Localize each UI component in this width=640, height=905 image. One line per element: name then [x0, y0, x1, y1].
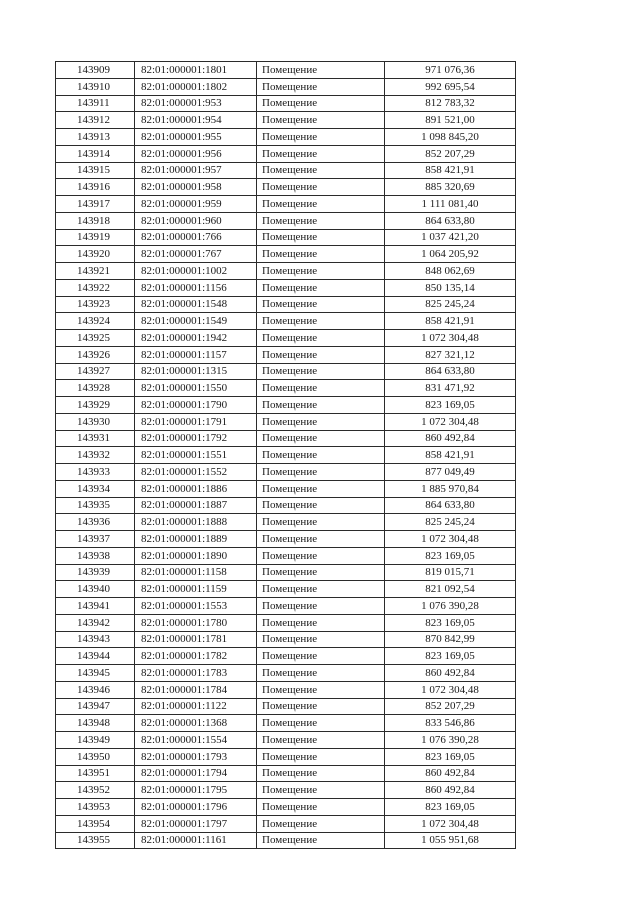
cadastral-number-cell: 82:01:000001:954	[135, 112, 257, 129]
table-row	[56, 748, 516, 765]
table-row	[56, 514, 516, 531]
table-row	[56, 313, 516, 330]
object-type-cell: Помещение	[257, 263, 385, 280]
row-number-cell: 143942	[56, 614, 135, 631]
row-number-cell: 143930	[56, 413, 135, 430]
object-type-cell: Помещение	[257, 380, 385, 397]
cadastral-number-cell: 82:01:000001:1156	[135, 279, 257, 296]
object-type-cell: Помещение	[257, 95, 385, 112]
row-number-cell: 143922	[56, 279, 135, 296]
table-row	[56, 564, 516, 581]
table-row	[56, 196, 516, 213]
cadastral-number-cell: 82:01:000001:1159	[135, 581, 257, 598]
cadastral-value-cell: 823 169,05	[385, 547, 516, 564]
cadastral-number-cell: 82:01:000001:767	[135, 246, 257, 263]
object-type-cell: Помещение	[257, 598, 385, 615]
cadastral-value-cell: 860 492,84	[385, 665, 516, 682]
cadastral-value-cell: 858 421,91	[385, 447, 516, 464]
row-number-cell: 143923	[56, 296, 135, 313]
row-number-cell: 143951	[56, 765, 135, 782]
row-number-cell: 143910	[56, 78, 135, 95]
cadastral-value-cell: 823 169,05	[385, 748, 516, 765]
object-type-cell: Помещение	[257, 62, 385, 79]
cadastral-value-cell: 1 072 304,48	[385, 815, 516, 832]
cadastral-number-cell: 82:01:000001:1890	[135, 547, 257, 564]
cadastral-value-cell: 833 546,86	[385, 715, 516, 732]
row-number-cell: 143950	[56, 748, 135, 765]
cadastral-value-cell: 827 321,12	[385, 346, 516, 363]
table-row	[56, 765, 516, 782]
row-number-cell: 143912	[56, 112, 135, 129]
object-type-cell: Помещение	[257, 413, 385, 430]
cadastral-value-cell: 1 055 951,68	[385, 832, 516, 849]
cadastral-number-cell: 82:01:000001:1553	[135, 598, 257, 615]
cadastral-value-cell: 852 207,29	[385, 698, 516, 715]
cadastral-number-cell: 82:01:000001:958	[135, 179, 257, 196]
row-number-cell: 143917	[56, 196, 135, 213]
row-number-cell: 143949	[56, 732, 135, 749]
cadastral-value-cell: 1 072 304,48	[385, 330, 516, 347]
table-row	[56, 380, 516, 397]
object-type-cell: Помещение	[257, 78, 385, 95]
object-type-cell: Помещение	[257, 279, 385, 296]
cadastral-number-cell: 82:01:000001:1002	[135, 263, 257, 280]
cadastral-value-cell: 823 169,05	[385, 397, 516, 414]
cadastral-value-cell: 885 320,69	[385, 179, 516, 196]
cadastral-number-cell: 82:01:000001:1792	[135, 430, 257, 447]
cadastral-number-cell: 82:01:000001:1315	[135, 363, 257, 380]
cadastral-number-cell: 82:01:000001:1942	[135, 330, 257, 347]
table-row	[56, 430, 516, 447]
row-number-cell: 143919	[56, 229, 135, 246]
row-number-cell: 143928	[56, 380, 135, 397]
cadastral-number-cell: 82:01:000001:1552	[135, 464, 257, 481]
cadastral-value-cell: 992 695,54	[385, 78, 516, 95]
cadastral-number-cell: 82:01:000001:1791	[135, 413, 257, 430]
table-row	[56, 363, 516, 380]
row-number-cell: 143918	[56, 212, 135, 229]
row-number-cell: 143931	[56, 430, 135, 447]
cadastral-number-cell: 82:01:000001:1783	[135, 665, 257, 682]
cadastral-value-cell: 1 885 970,84	[385, 480, 516, 497]
object-type-cell: Помещение	[257, 648, 385, 665]
object-type-cell: Помещение	[257, 129, 385, 146]
table-row	[56, 581, 516, 598]
cadastral-number-cell: 82:01:000001:1797	[135, 815, 257, 832]
row-number-cell: 143934	[56, 480, 135, 497]
table-row	[56, 681, 516, 698]
cadastral-number-cell: 82:01:000001:1549	[135, 313, 257, 330]
cadastral-value-cell: 877 049,49	[385, 464, 516, 481]
object-type-cell: Помещение	[257, 832, 385, 849]
cadastral-number-cell: 82:01:000001:1802	[135, 78, 257, 95]
table-row	[56, 464, 516, 481]
object-type-cell: Помещение	[257, 547, 385, 564]
table-row	[56, 330, 516, 347]
cadastral-value-cell: 1 076 390,28	[385, 732, 516, 749]
cadastral-value-cell: 1 072 304,48	[385, 681, 516, 698]
row-number-cell: 143946	[56, 681, 135, 698]
row-number-cell: 143915	[56, 162, 135, 179]
row-number-cell: 143929	[56, 397, 135, 414]
cadastral-value-cell: 870 842,99	[385, 631, 516, 648]
cadastral-number-cell: 82:01:000001:1796	[135, 799, 257, 816]
cadastral-value-cell: 850 135,14	[385, 279, 516, 296]
row-number-cell: 143927	[56, 363, 135, 380]
cadastral-value-cell: 821 092,54	[385, 581, 516, 598]
object-type-cell: Помещение	[257, 179, 385, 196]
object-type-cell: Помещение	[257, 564, 385, 581]
row-number-cell: 143937	[56, 531, 135, 548]
cadastral-value-cell: 860 492,84	[385, 430, 516, 447]
table-body	[56, 62, 516, 849]
object-type-cell: Помещение	[257, 698, 385, 715]
table-row	[56, 95, 516, 112]
row-number-cell: 143944	[56, 648, 135, 665]
object-type-cell: Помещение	[257, 748, 385, 765]
row-number-cell: 143920	[56, 246, 135, 263]
cadastral-value-cell: 1 111 081,40	[385, 196, 516, 213]
cadastral-number-cell: 82:01:000001:1122	[135, 698, 257, 715]
cadastral-number-cell: 82:01:000001:1790	[135, 397, 257, 414]
cadastral-number-cell: 82:01:000001:1888	[135, 514, 257, 531]
table-row	[56, 296, 516, 313]
object-type-cell: Помещение	[257, 447, 385, 464]
table-row	[56, 782, 516, 799]
row-number-cell: 143938	[56, 547, 135, 564]
object-type-cell: Помещение	[257, 514, 385, 531]
cadastral-number-cell: 82:01:000001:1368	[135, 715, 257, 732]
cadastral-number-cell: 82:01:000001:1784	[135, 681, 257, 698]
row-number-cell: 143911	[56, 95, 135, 112]
cadastral-value-cell: 831 471,92	[385, 380, 516, 397]
object-type-cell: Помещение	[257, 363, 385, 380]
object-type-cell: Помещение	[257, 313, 385, 330]
table-row	[56, 78, 516, 95]
cadastral-value-cell: 864 633,80	[385, 212, 516, 229]
cadastral-number-cell: 82:01:000001:956	[135, 145, 257, 162]
object-type-cell: Помещение	[257, 581, 385, 598]
cadastral-value-cell: 1 037 421,20	[385, 229, 516, 246]
object-type-cell: Помещение	[257, 246, 385, 263]
table-row	[56, 531, 516, 548]
row-number-cell: 143935	[56, 497, 135, 514]
object-type-cell: Помещение	[257, 631, 385, 648]
row-number-cell: 143952	[56, 782, 135, 799]
table-row	[56, 815, 516, 832]
table-row	[56, 62, 516, 79]
cadastral-value-cell: 825 245,24	[385, 296, 516, 313]
table-row	[56, 145, 516, 162]
cadastral-number-cell: 82:01:000001:1889	[135, 531, 257, 548]
row-number-cell: 143943	[56, 631, 135, 648]
cadastral-number-cell: 82:01:000001:955	[135, 129, 257, 146]
table-row	[56, 179, 516, 196]
table-row	[56, 413, 516, 430]
cadastral-number-cell: 82:01:000001:1548	[135, 296, 257, 313]
cadastral-number-cell: 82:01:000001:1554	[135, 732, 257, 749]
cadastral-value-cell: 823 169,05	[385, 648, 516, 665]
cadastral-number-cell: 82:01:000001:1794	[135, 765, 257, 782]
cadastral-value-cell: 1 064 205,92	[385, 246, 516, 263]
cadastral-number-cell: 82:01:000001:960	[135, 212, 257, 229]
object-type-cell: Помещение	[257, 665, 385, 682]
cadastral-number-cell: 82:01:000001:1551	[135, 447, 257, 464]
row-number-cell: 143909	[56, 62, 135, 79]
table-row	[56, 229, 516, 246]
cadastral-value-cell: 823 169,05	[385, 614, 516, 631]
object-type-cell: Помещение	[257, 162, 385, 179]
cadastral-value-cell: 858 421,91	[385, 313, 516, 330]
object-type-cell: Помещение	[257, 229, 385, 246]
row-number-cell: 143936	[56, 514, 135, 531]
object-type-cell: Помещение	[257, 782, 385, 799]
table-row	[56, 614, 516, 631]
cadastral-value-cell: 823 169,05	[385, 799, 516, 816]
table-row	[56, 279, 516, 296]
table-row	[56, 263, 516, 280]
object-type-cell: Помещение	[257, 799, 385, 816]
table-row	[56, 698, 516, 715]
cadastral-value-cell: 1 072 304,48	[385, 413, 516, 430]
cadastral-number-cell: 82:01:000001:1886	[135, 480, 257, 497]
table-row	[56, 129, 516, 146]
table-row	[56, 480, 516, 497]
object-type-cell: Помещение	[257, 112, 385, 129]
object-type-cell: Помещение	[257, 296, 385, 313]
table-row	[56, 397, 516, 414]
table-row	[56, 162, 516, 179]
cadastral-value-cell: 860 492,84	[385, 782, 516, 799]
object-type-cell: Помещение	[257, 497, 385, 514]
cadastral-value-cell: 852 207,29	[385, 145, 516, 162]
object-type-cell: Помещение	[257, 681, 385, 698]
cadastral-value-cell: 858 421,91	[385, 162, 516, 179]
row-number-cell: 143925	[56, 330, 135, 347]
table-row	[56, 648, 516, 665]
row-number-cell: 143941	[56, 598, 135, 615]
cadastral-value-cell: 825 245,24	[385, 514, 516, 531]
table-row	[56, 346, 516, 363]
cadastral-number-cell: 82:01:000001:766	[135, 229, 257, 246]
object-type-cell: Помещение	[257, 715, 385, 732]
row-number-cell: 143916	[56, 179, 135, 196]
table-row	[56, 497, 516, 514]
cadastral-number-cell: 82:01:000001:1782	[135, 648, 257, 665]
cadastral-value-table	[55, 61, 516, 849]
object-type-cell: Помещение	[257, 815, 385, 832]
object-type-cell: Помещение	[257, 196, 385, 213]
cadastral-number-cell: 82:01:000001:1157	[135, 346, 257, 363]
table-row	[56, 631, 516, 648]
cadastral-value-cell: 860 492,84	[385, 765, 516, 782]
table-row	[56, 832, 516, 849]
row-number-cell: 143939	[56, 564, 135, 581]
cadastral-value-cell: 1 072 304,48	[385, 531, 516, 548]
table-row	[56, 112, 516, 129]
table-row	[56, 732, 516, 749]
cadastral-number-cell: 82:01:000001:1158	[135, 564, 257, 581]
cadastral-number-cell: 82:01:000001:1795	[135, 782, 257, 799]
object-type-cell: Помещение	[257, 531, 385, 548]
table-row	[56, 547, 516, 564]
row-number-cell: 143921	[56, 263, 135, 280]
object-type-cell: Помещение	[257, 765, 385, 782]
cadastral-value-cell: 864 633,80	[385, 363, 516, 380]
table-row	[56, 246, 516, 263]
cadastral-number-cell: 82:01:000001:1161	[135, 832, 257, 849]
cadastral-value-cell: 1 098 845,20	[385, 129, 516, 146]
object-type-cell: Помещение	[257, 480, 385, 497]
row-number-cell: 143948	[56, 715, 135, 732]
table-row	[56, 598, 516, 615]
object-type-cell: Помещение	[257, 614, 385, 631]
cadastral-value-cell: 891 521,00	[385, 112, 516, 129]
row-number-cell: 143953	[56, 799, 135, 816]
cadastral-value-cell: 864 633,80	[385, 497, 516, 514]
row-number-cell: 143926	[56, 346, 135, 363]
object-type-cell: Помещение	[257, 330, 385, 347]
row-number-cell: 143940	[56, 581, 135, 598]
object-type-cell: Помещение	[257, 732, 385, 749]
cadastral-number-cell: 82:01:000001:1780	[135, 614, 257, 631]
object-type-cell: Помещение	[257, 464, 385, 481]
row-number-cell: 143913	[56, 129, 135, 146]
cadastral-value-cell: 848 062,69	[385, 263, 516, 280]
cadastral-number-cell: 82:01:000001:957	[135, 162, 257, 179]
cadastral-number-cell: 82:01:000001:1887	[135, 497, 257, 514]
cadastral-value-cell: 1 076 390,28	[385, 598, 516, 615]
row-number-cell: 143945	[56, 665, 135, 682]
cadastral-number-cell: 82:01:000001:953	[135, 95, 257, 112]
row-number-cell: 143914	[56, 145, 135, 162]
cadastral-value-cell: 819 015,71	[385, 564, 516, 581]
object-type-cell: Помещение	[257, 212, 385, 229]
table-row	[56, 715, 516, 732]
object-type-cell: Помещение	[257, 430, 385, 447]
table-row	[56, 447, 516, 464]
table-row	[56, 212, 516, 229]
row-number-cell: 143954	[56, 815, 135, 832]
object-type-cell: Помещение	[257, 346, 385, 363]
cadastral-value-cell: 812 783,32	[385, 95, 516, 112]
cadastral-number-cell: 82:01:000001:1801	[135, 62, 257, 79]
cadastral-number-cell: 82:01:000001:1781	[135, 631, 257, 648]
object-type-cell: Помещение	[257, 145, 385, 162]
row-number-cell: 143924	[56, 313, 135, 330]
cadastral-number-cell: 82:01:000001:959	[135, 196, 257, 213]
row-number-cell: 143933	[56, 464, 135, 481]
row-number-cell: 143955	[56, 832, 135, 849]
cadastral-value-cell: 971 076,36	[385, 62, 516, 79]
row-number-cell: 143947	[56, 698, 135, 715]
table-row	[56, 665, 516, 682]
cadastral-number-cell: 82:01:000001:1550	[135, 380, 257, 397]
object-type-cell: Помещение	[257, 397, 385, 414]
cadastral-number-cell: 82:01:000001:1793	[135, 748, 257, 765]
table-row	[56, 799, 516, 816]
row-number-cell: 143932	[56, 447, 135, 464]
